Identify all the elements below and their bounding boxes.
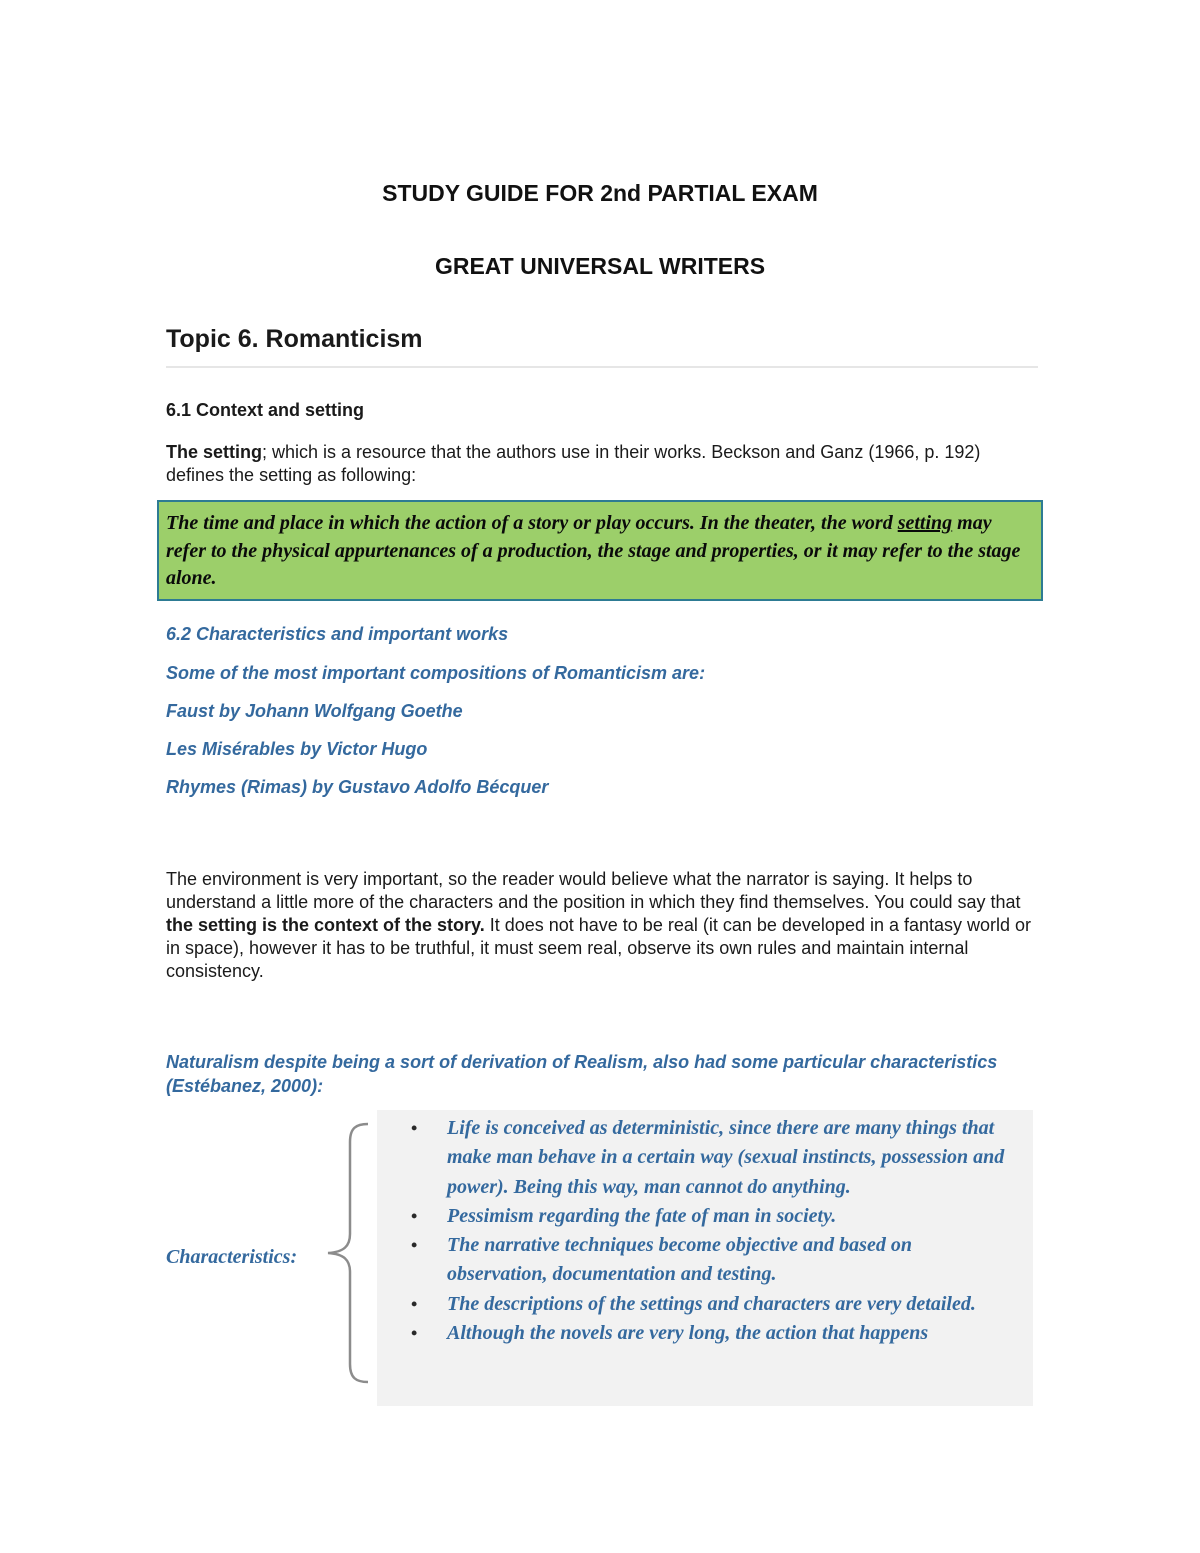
works-intro: Some of the most important compositions of Romanticism are: — [166, 663, 706, 683]
bullet-icon: • — [411, 1293, 418, 1314]
environment-bold-phrase: the setting is the context of the story. — [166, 915, 485, 935]
work-item: Les Misérables by Victor Hugo — [166, 739, 428, 759]
quote-underlined-word: setting — [897, 512, 953, 534]
list-item-text: Although the novels are very long, the action that happens — [447, 1322, 929, 1345]
bullet-icon: • — [411, 1118, 418, 1138]
characteristics-label: Characteristics: — [166, 1246, 298, 1268]
definition-quote — [166, 510, 1026, 593]
environment-text-part2: It does not have to be real (it can be developed in a fantasy world or in space), however it has to be truthful, it must seem real, observe its own rules and maintain internal consistency. — [166, 915, 1032, 981]
quote-text-part2: may refer to the physical appurtenances of a production, the stage and properties, or it may refer to the stage alone. — [166, 512, 1021, 589]
list-item — [377, 1202, 1017, 1231]
setting-term: The setting — [166, 442, 263, 462]
work-item: Rhymes (Rimas) by Gustavo Adolfo Bécquer — [166, 777, 549, 797]
setting-intro-paragraph — [166, 441, 1040, 487]
list-item — [377, 1290, 1017, 1319]
bullet-icon: • — [411, 1235, 418, 1256]
list-item — [377, 1114, 1017, 1202]
environment-text-part1: The environment is very important, so the reader would believe what the narrator is saying. It helps to understand a little more of the characters and the position in which they find themselves. You could say that — [166, 869, 1021, 912]
topic-heading: Topic 6. Romanticism — [166, 325, 423, 353]
list-item — [377, 1231, 1017, 1290]
naturalism-intro: Naturalism despite being a sort of derivation of Realism, also had some particular characteristics (Estébanez, 2000): — [166, 1052, 998, 1096]
work-item: Faust by Johann Wolfgang Goethe — [166, 701, 463, 721]
list-item-text: Life is conceived as deterministic, since there are many things that make man behave in a certain way (sexual instincts, possession and power). Being this way, man cannot do anything. — [447, 1117, 1005, 1198]
list-item-text: The narrative techniques become objective and based on observation, documentation and testing. — [447, 1234, 912, 1286]
section-6-1-heading: 6.1 Context and setting — [166, 400, 365, 420]
quote-text-part1: The time and place in which the action of a story or play occurs. In the theater, the word — [166, 512, 898, 534]
section-6-2-heading: 6.2 Characteristics and important works — [166, 624, 509, 644]
document-subtitle: GREAT UNIVERSAL WRITERS — [434, 253, 766, 279]
characteristics-list — [377, 1114, 1017, 1348]
document-title: STUDY GUIDE FOR 2nd PARTIAL EXAM — [382, 180, 818, 206]
list-item-text: The descriptions of the settings and characters are very detailed. — [447, 1292, 976, 1315]
setting-intro-text: ; which is a resource that the authors use in their works. Beckson and Ganz (1966, p. 192) defines the setting as following: — [166, 442, 981, 485]
environment-paragraph — [166, 868, 1040, 983]
bullet-icon: • — [411, 1323, 418, 1344]
list-item — [377, 1319, 1017, 1348]
heading-divider — [166, 366, 1038, 368]
bullet-icon: • — [411, 1205, 418, 1226]
curly-brace-icon — [322, 1122, 372, 1384]
list-item-text: Pessimism regarding the fate of man in society. — [447, 1204, 837, 1227]
